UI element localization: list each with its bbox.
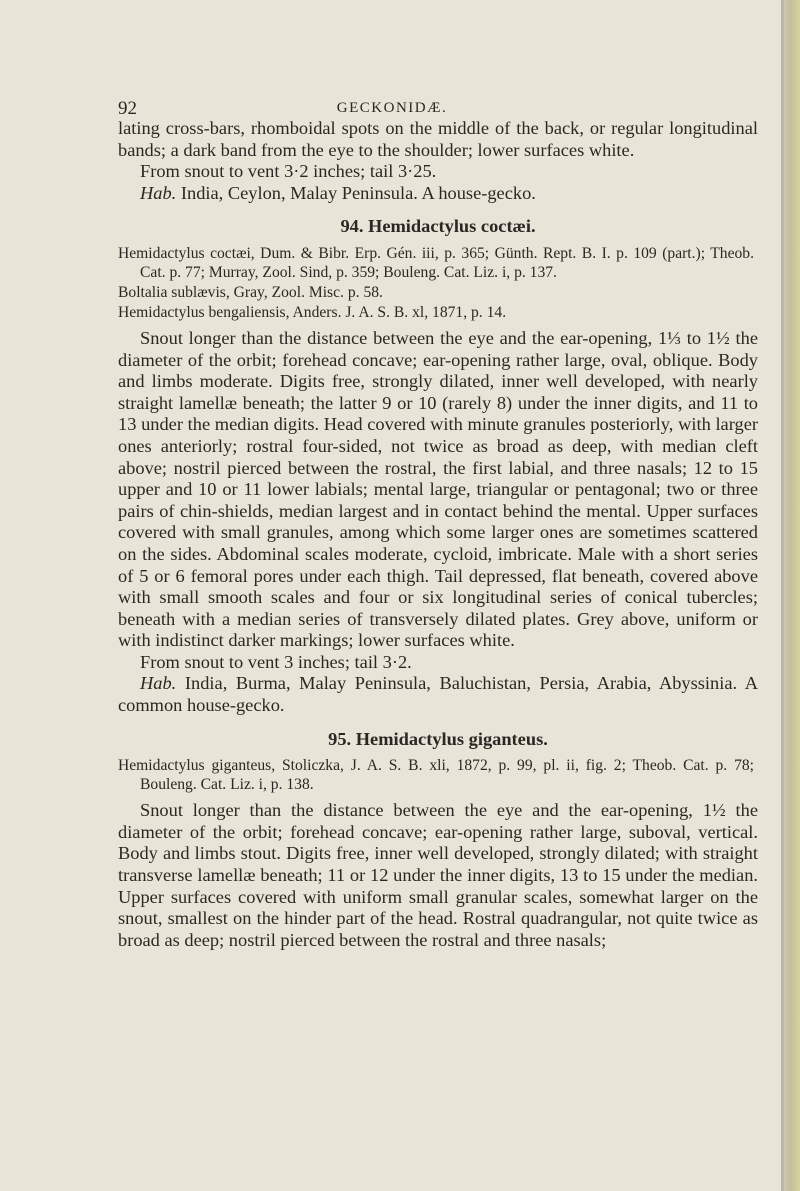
synonym-94-3: Hemidactylus bengaliensis, Anders. J. A. S. B. xl, 1871, p. 14. xyxy=(118,303,507,321)
species-heading-95: 95. Hemidactylus giganteus. xyxy=(328,728,548,749)
intro-habitat xyxy=(118,183,758,205)
synonym-95-1: Hemidactylus giganteus, Stoliczka, J. A. S. B. xli, 1872, p. 99, pl. ii, fig. 2; Theob. Cat. p. 78; Bouleng. Cat. Liz. i, p. 138. xyxy=(118,757,754,794)
hab-label: Hab. xyxy=(140,182,177,203)
page-number: 92 xyxy=(118,98,137,119)
hab-text: India, Ceylon, Malay Peninsula. A house-gecko. xyxy=(176,182,536,203)
intro-paragraph: lating cross-bars, rhomboidal spots on the middle of the back, or regular longitudinal bands; a dark band from the eye to the shoulder; lower surfaces white. xyxy=(118,118,758,160)
size-94: From snout to vent 3 inches; tail 3·2. xyxy=(140,651,412,672)
intro-size: From snout to vent 3·2 inches; tail 3·25. xyxy=(140,161,437,182)
description-95: Snout longer than the distance between the eye and the ear-opening, 1½ the diameter of the orbit; forehead concave; ear-opening rather large, suboval, vertical. Body and limbs stout. Digits free, inner well developed, strongly dilated; with straight transverse lamellæ beneath; 11 or 12 under the inner digits, 13 to 15 under the median. Upper surfaces covered with uniform small granular scales, somewhat larger on the snout, smallest on the hinder part of the head. Rostral quadrangular, not quite twice as broad as deep; nostril pierced between the rostral and three nasals; xyxy=(118,800,758,950)
body-text xyxy=(118,118,758,951)
species-heading-94: 94. Hemidactylus coctæi. xyxy=(340,216,536,237)
running-title: GECKONIDÆ. xyxy=(336,100,448,116)
hab-text: India, Burma, Malay Peninsula, Baluchistan, Persia, Arabia, Abyssinia. A common house-gecko. xyxy=(118,673,758,716)
page-edge xyxy=(784,0,800,1191)
synonym-94-2: Boltalia sublævis, Gray, Zool. Misc. p. 58. xyxy=(118,283,383,301)
habitat-94 xyxy=(118,673,758,716)
description-94: Snout longer than the distance between the eye and the ear-opening, 1⅓ to 1½ the diameter of the orbit; forehead concave; ear-opening rather large, oval, oblique. Body and limbs moderate. Digits free, strongly dilated, inner well developed, with nearly straight lamellæ beneath; the latter 9 or 10 (rarely 8) under the inner digits, and 11 to 13 under the median digits. Head covered with minute granules posteriorly, with larger ones anteriorly; rostral four-sided, not twice as broad as deep, with median cleft above; nostril pierced between the rostral, the first labial, and three nasals; 12 to 15 upper and 10 or 11 lower labials; mental large, triangular or pentagonal; two or three pairs of chin-shields, median largest and in contact behind the mental. Upper surfaces covered with small granules, among which some larger ones are sometimes scattered on the sides. Abdominal scales moderate, cycloid, imbricate. Male with a short series of 5 or 6 femoral pores under each thigh. Tail depressed, flat beneath, covered above with small smooth scales and four or six longitudinal series of conical tubercles; beneath with a median series of transversely dilated plates. Grey above, uniform or with indistinct darker markings; lower surfaces white. xyxy=(118,327,758,651)
synonym-94-1: Hemidactylus coctæi, Dum. & Bibr. Erp. Gén. iii, p. 365; Günth. Rept. B. I. p. 109 (part.); Theob. Cat. p. 77; Murray, Zool. Sind, p. 359; Bouleng. Cat. Liz. i, p. 137. xyxy=(118,244,754,281)
hab-label: Hab. xyxy=(140,673,177,694)
